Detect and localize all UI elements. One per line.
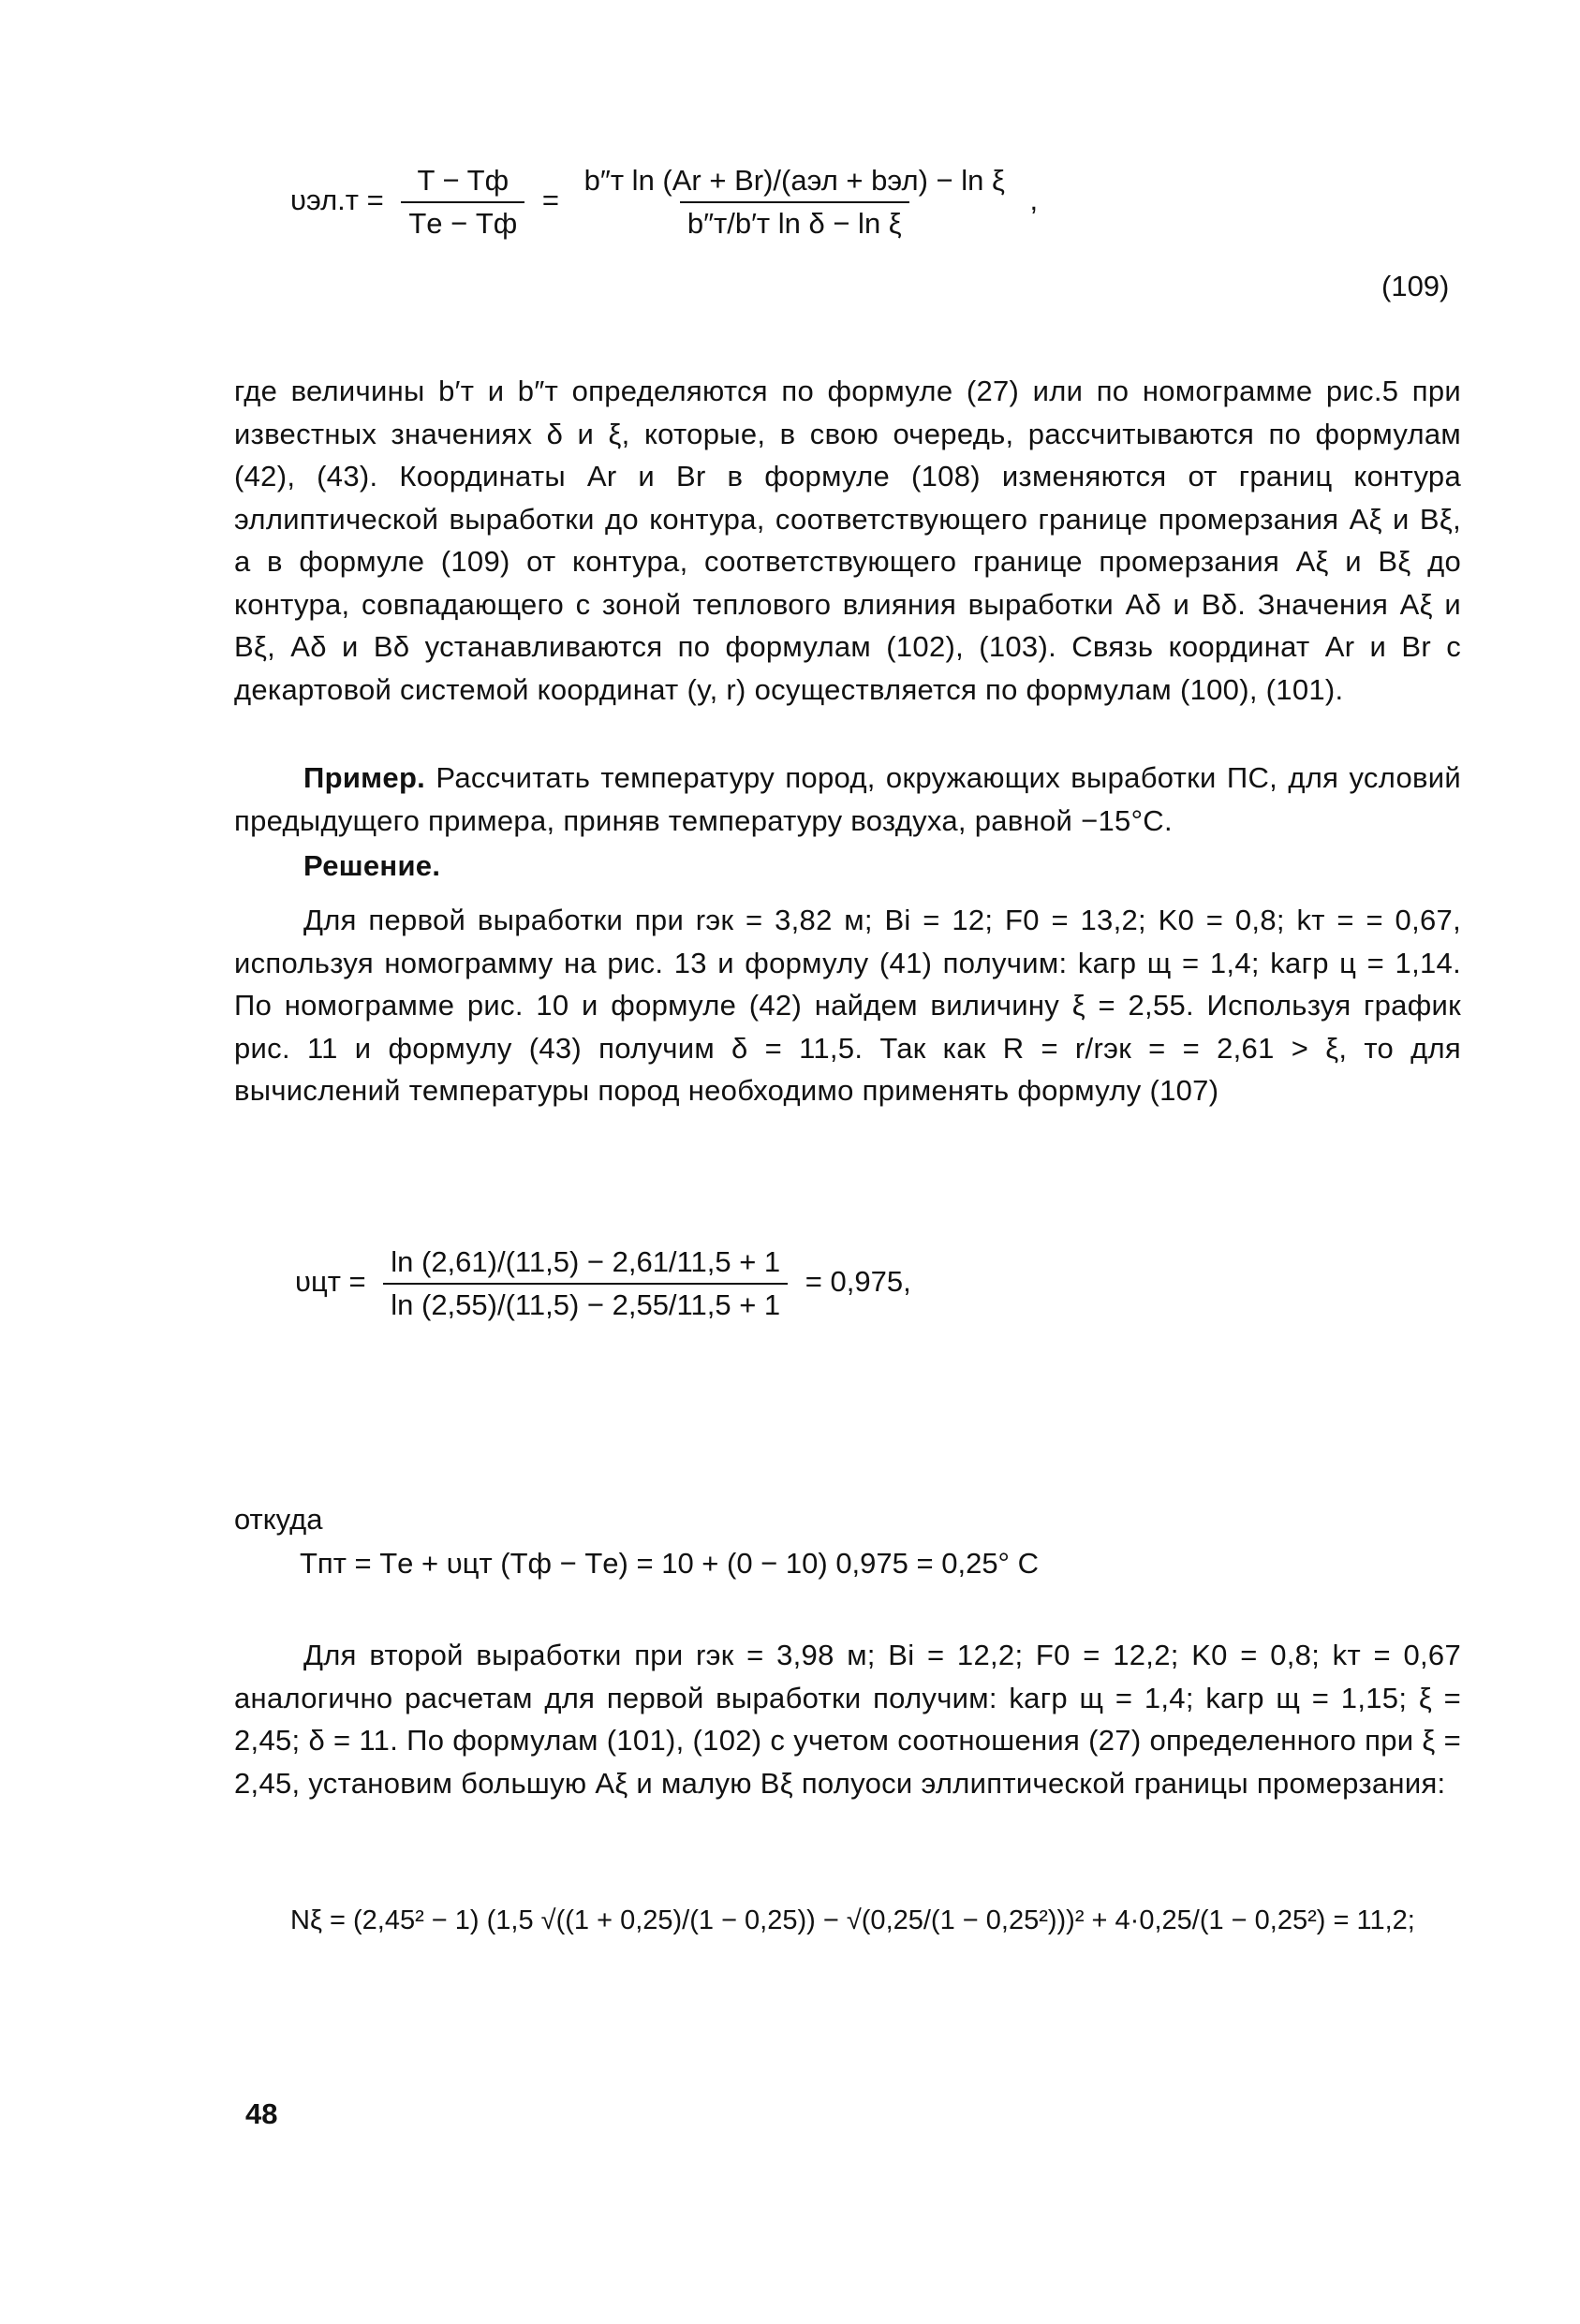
example-paragraph [234,757,1461,842]
formula-109-eq: = [541,184,560,217]
formula-109-comma: , [1029,184,1039,217]
formula-vct-num: ln (2,61)/(11,5) − 2,61/11,5 + 1 [391,1245,781,1278]
formula-109-frac2 [577,164,1012,241]
solution-label: Решение. [303,849,441,882]
paragraph-coordinates: где величины b′т и b″т определяются по формуле (27) или по номограмме рис.5 при известных значениях δ и ξ, которые, в свою очередь, рассчитываются по формулам (42), (43). Координаты Ar и Br в формуле (108) изменяются от границ контура эллиптической выработки до контура, соответствующего границе промерзания Aξ и Bξ, а в формуле (109) от контура, соответствующего границе промерзания Aξ и Bξ до контура, совпадающего с зоной теплового влияния выработки Aδ и Bδ. Значения Aξ и Bξ, Aδ и Bδ устанавливаются по формулам (102), (103). Связь координат Ar и Br с декартовой системой координат (y, r) осуществляется по формулам (100), (101). [234,375,1461,706]
formula-109-lhs: υэл.т = [290,184,384,217]
formula-n-xi: Nξ = (2,45² − 1) (1,5 √((1 + 0,25)/(1 − 0,25)) − √(0,25/(1 − 0,25²)))² + 4·0,25/(1 − 0,25²) = 11,2; [290,1905,1415,1935]
formula-109-frac1 [401,164,524,241]
formula-109-frac2-num: b″т ln (Ar + Br)/(aэл + bэл) − ln ξ [583,164,1005,197]
formula-109-frac1-den: Tе − Tф [401,201,524,241]
formula-vct [295,1245,911,1322]
formula-109-frac1-num: T − Tф [417,164,509,197]
equation-number-109: (109) [1381,270,1450,302]
formula-vct-lhs: υцт = [295,1265,366,1299]
example-label: Пример. [303,761,426,794]
paragraph-second-working: Для второй выработки при rэк = 3,98 м; Bi = 12,2; F0 = 12,2; K0 = 0,8; kт = 0,67 аналогично расчетам для первой выработки получим: kагр щ = 1,4; kагр щ = 1,15; ξ = 2,45; δ = 11. По формулам (101), (102) с учетом соотношения (27) определенного при ξ = 2,45, установим большую Aξ и малую Bξ полуоси эллиптической границы промерзания: [234,1639,1461,1800]
formula-vct-den: ln (2,55)/(11,5) − 2,55/11,5 + 1 [383,1283,788,1322]
paragraph-first-working: Для первой выработки при rэк = 3,82 м; Bi = 12; F0 = 13,2; K0 = 0,8; kт = = 0,67, используя номограмму на рис. 13 и формулу (41) получим: kагр щ = 1,4; kагр ц = 1,14. По номограмме рис. 10 и формуле (42) найдем виличину ξ = 2,55. Используя график рис. 11 и формулу (43) получим δ = 11,5. Так как R = r/rэк = = 2,61 > ξ, то для вычислений температуры пород необходимо применять формулу (107) [234,904,1461,1107]
formula-vct-result: = 0,975, [805,1265,911,1299]
formula-109-frac2-den: b″т/b′т ln δ − ln ξ [680,201,909,241]
formula-vct-frac [383,1245,788,1322]
formula-tpt: Tпт = Tе + υцт (Tф − Tе) = 10 + (0 − 10) 0,975 = 0,25° C [300,1547,1039,1580]
example-text: Рассчитать температуру пород, окружающих выработки ПС, для условий предыдущего примера, приняв температуру воздуха, равной −15°C. [234,761,1461,837]
formula-109 [290,164,1038,241]
page-number: 48 [245,2097,278,2130]
otkuda-label: откуда [234,1503,323,1536]
